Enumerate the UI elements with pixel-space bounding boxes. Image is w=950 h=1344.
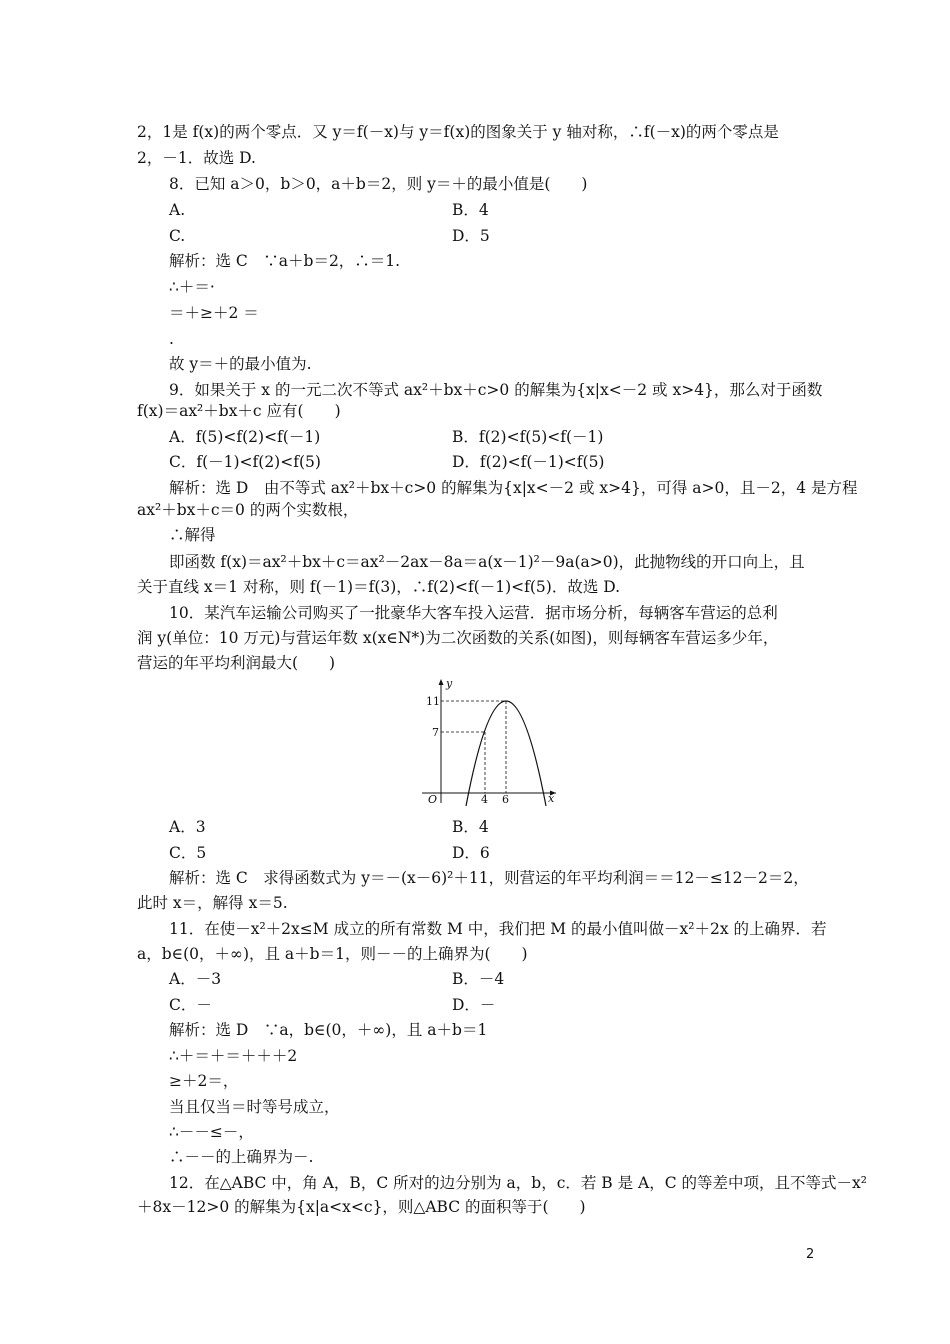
page-number: 2 <box>806 1247 815 1262</box>
option-c: C．－ <box>169 996 212 1014</box>
text-line: 润 y(单位：10 万元)与营运年数 x(x∈N*)为二次函数的关系(如图)，则每辆客车营运多少年， <box>137 629 779 647</box>
analysis-line: 关于直线 x＝1 对称，则 f(－1)＝f(3)，∴f(2)<f(－1)<f(5)．故选 D. <box>137 578 621 596</box>
y-tick-11: 11 <box>426 695 440 708</box>
analysis-line: 故 y＝＋的最小值为. <box>169 355 312 373</box>
option-c: C. <box>169 227 186 245</box>
option-b: B．－4 <box>452 970 505 988</box>
analysis-line: ∴＋＝＋＝＋＋＋2 <box>169 1047 298 1065</box>
option-a: A．－3 <box>169 970 222 988</box>
option-a: A. <box>169 201 186 219</box>
text-line: 2，－1．故选 D. <box>137 149 256 167</box>
question-12: 12．在△ABC 中，角 A，B，C 所对的边分别为 a，b，c．若 B 是 A，C 的等差中项，且不等式－x² <box>169 1174 867 1192</box>
x-tick-6: 6 <box>502 793 509 806</box>
analysis-line: 当且仅当＝时等号成立， <box>169 1098 340 1116</box>
text-line: ＋8x－12>0 的解集为{x|a<x<c}，则△ABC 的面积等于( ) <box>137 1198 586 1216</box>
y-axis-arrow <box>439 679 444 685</box>
text-line: a，b∈(0，＋∞)，且 a＋b＝1，则－－的上确界为( ) <box>137 945 528 963</box>
parabola-graph <box>410 675 560 807</box>
analysis-line: 解析：选 D ∵a，b∈(0，＋∞)，且 a＋b＝1 <box>169 1021 488 1039</box>
option-a: A．3 <box>169 818 206 836</box>
y-axis-label: y <box>446 677 453 690</box>
text-line: 2，1是 f(x)的两个零点．又 y＝f(－x)与 y＝f(x)的图象关于 y 轴对称，∴f(－x)的两个零点是 <box>137 123 779 141</box>
option-d: D．5 <box>452 227 490 245</box>
text-line: 营运的年平均利润最大( ) <box>137 654 336 672</box>
analysis-line: ax²＋bx＋c＝0 的两个实数根， <box>137 501 359 519</box>
analysis-line: ∴－－≤－， <box>169 1123 254 1141</box>
x-axis-label: x <box>548 792 555 805</box>
question-9: 9．如果关于 x 的一元二次不等式 ax²＋bx＋c>0 的解集为{x|x<－2 或 x>4}，那么对于函数 <box>169 381 823 399</box>
analysis-line: ∴－－的上确界为－. <box>169 1148 314 1166</box>
option-b: B．f(2)<f(5)<f(－1) <box>452 428 604 446</box>
option-a: A．f(5)<f(2)<f(－1) <box>169 428 321 446</box>
option-d: D．6 <box>452 844 490 862</box>
analysis-line: ≥＋2＝， <box>169 1072 239 1090</box>
analysis-line: 解析：选 C ∵a＋b＝2，∴＝1. <box>169 252 401 270</box>
option-c: C．5 <box>169 844 207 862</box>
analysis-line: 解析：选 D 由不等式 ax²＋bx＋c>0 的解集为{x|x<－2 或 x>4}，可得 a>0，且－2，4 是方程 <box>169 479 858 497</box>
analysis-line: ∴解得 <box>169 526 216 544</box>
question-8: 8．已知 a＞0，b＞0，a＋b＝2，则 y＝＋的最小值是( ) <box>169 175 588 193</box>
question-10: 10．某汽车运输公司购买了一批豪华大客车投入运营．据市场分析，每辆客车营运的总利 <box>169 604 778 622</box>
text-line: f(x)＝ax²＋bx＋c 应有( ) <box>137 402 341 420</box>
question-11: 11．在使－x²＋2x≤M 成立的所有常数 M 中，我们把 M 的最小值叫做－x²＋2x 的上确界．若 <box>169 920 827 938</box>
option-b: B．4 <box>452 201 489 219</box>
option-d: D．－ <box>452 996 496 1014</box>
analysis-line: ∴＋＝· <box>169 278 215 296</box>
option-d: D．f(2)<f(－1)<f(5) <box>452 453 605 471</box>
analysis-line: 即函数 f(x)＝ax²＋bx＋c＝ax²－2ax－8a＝a(x－1)²－9a(a>0)，此抛物线的开口向上，且 <box>169 553 805 571</box>
y-tick-7: 7 <box>432 726 439 739</box>
option-b: B．4 <box>452 818 489 836</box>
option-c: C．f(－1)<f(2)<f(5) <box>169 453 321 471</box>
analysis-line: . <box>169 330 174 348</box>
analysis-line: 此时 x＝，解得 x＝5. <box>137 894 288 912</box>
analysis-line: ＝＋≥＋2 ＝ <box>169 304 259 322</box>
x-tick-4: 4 <box>481 793 488 806</box>
analysis-line: 解析：选 C 求得函数式为 y＝－(x－6)²＋11，则营运的年平均利润＝＝12－≤12－2＝2， <box>169 869 809 887</box>
origin-label: O <box>428 793 438 806</box>
